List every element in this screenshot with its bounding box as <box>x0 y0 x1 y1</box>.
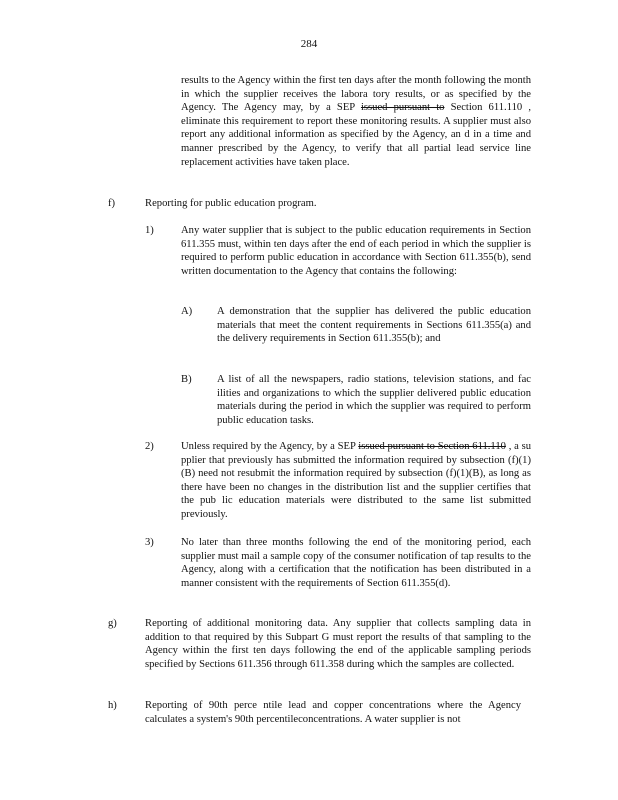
item-f1-text: Any water supplier that is subject to the public education requirements in Section 611.355 must, within ten days after the end of each period in which the supplier is required to perform public education in accordance with Section 611.355(b), send written documentation to the Agency that contains the following: <box>181 225 531 277</box>
intro-paragraph <box>181 74 531 169</box>
item-f1b-text: A list of all the newspapers, radio stations, television stations, and fac ilities and organizations to which the supplier delivered public education materials during the period in which the supplier was required to perform public education tasks. <box>217 374 531 426</box>
section-g-label: g) <box>108 618 117 629</box>
page-number: 284 <box>300 38 318 50</box>
item-f2-struck-text: issued pursuant to Section 611.110 <box>358 441 506 452</box>
item-f3-label: 3) <box>145 537 154 548</box>
item-f3-text: No later than three months following the end of the monitoring period, each supplier must mail a sample copy of the consumer notification of tap results to the Agency, along with a certification that the notification has been distributed in a manner consistent with the requirements of Section 611.355(d). <box>181 537 531 589</box>
section-h-label: h) <box>108 700 117 711</box>
item-f2-text-2: , a su pplier that previously has submitted the information required by subsection (f)(1)(B) need not resubmit the information required by subsection (f)(1)(B), as long as there have been no changes in the distribution list and the supplier certifies that the pub lic education materials were distributed to the same list submitted previously. <box>181 441 531 520</box>
item-f1-label: 1) <box>145 225 154 236</box>
section-h-text: Reporting of 90th perce ntile lead and copper concentrations where the Agency calculates a system's 90th percentileconcentrations. A water supplier is not <box>145 700 521 725</box>
intro-text-1: results to the Agency within the first ten days after the month following the month in which the supplier receives the labora tory results, or as specified by the Agency. The Agency may, by a SEP <box>181 75 531 114</box>
intro-struck-text: issued pursuant to <box>360 102 445 114</box>
item-f2-text <box>181 440 531 522</box>
item-f2-text-1: Unless required by the Agency, by a SEP <box>181 441 359 452</box>
item-f1b-label: B) <box>181 374 192 385</box>
section-g-text: Reporting of additional monitoring data. Any supplier that collects sampling data in addition to that required by this Subpart G must report the results of that sampling to the Agency within the first ten days following the end of the applicable sampling periods specified by Sections 611.356 through 611.358 during which the samples are collected. <box>145 618 531 670</box>
item-f1a-label: A) <box>181 306 193 317</box>
section-f-label: f) <box>108 198 116 209</box>
item-f1a-text: A demonstration that the supplier has delivered the public education materials that meet the content requirements in Sections 611.355(a) and the delivery requirements in Section 611.355(b); and <box>217 306 531 345</box>
item-f2-label: 2) <box>145 441 154 452</box>
section-f-heading: Reporting for public education program. <box>145 198 317 209</box>
intro-text-2: Section 611.110 , eliminate this requirement to report these monitoring results. A supplier must also report any additional information as specified by the Agency, an d in a time and manner prescribed by the Agency, to verify that all partial lead service line replacement activities have taken place. <box>181 102 531 168</box>
